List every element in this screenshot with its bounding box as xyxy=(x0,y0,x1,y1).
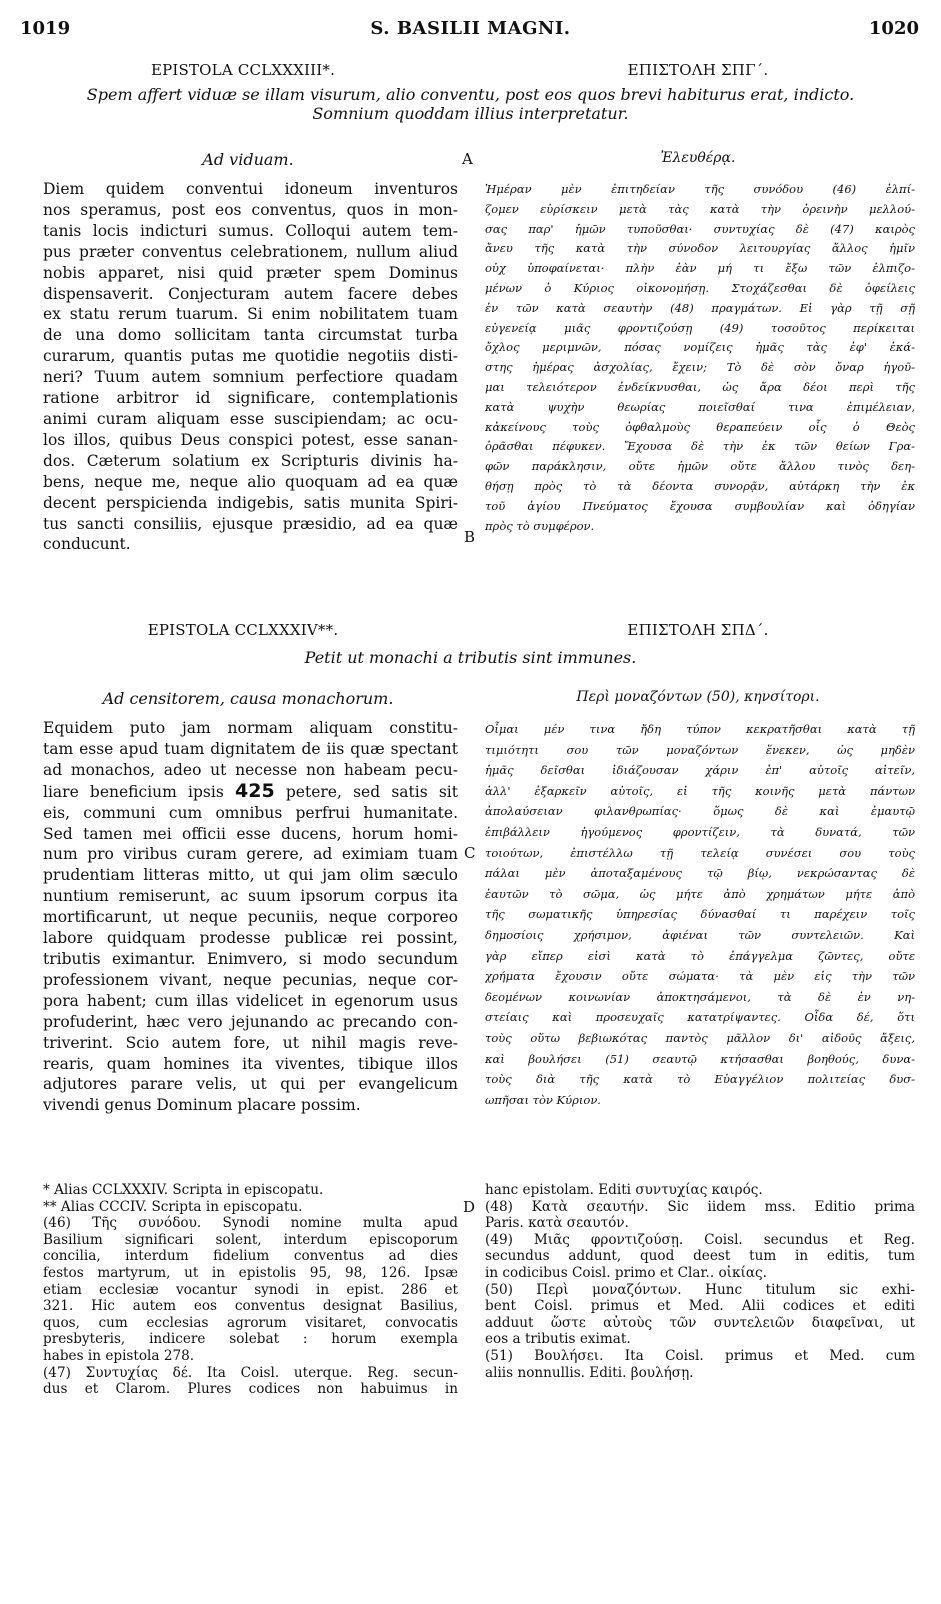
footnote-line: (47) Συντυχίας δέ. Ita Coisl. uterque. Reg. secun- xyxy=(43,1364,458,1381)
footnote-line: Basilium significari solent, interdum episcoporum xyxy=(43,1231,458,1248)
text-line: mortificarunt, ut neque pecuniis, neque corporeo xyxy=(43,908,458,927)
text-line: ἄνευ τῆς κατὰ τὴν σύνοδον λειτουργίας ἄλλος ἡμῖν xyxy=(485,241,915,256)
page-number-left: 1019 xyxy=(20,18,71,39)
text-line: τιμιότητι σου τῶν μοναζόντων ἕνεκεν, ὡς μηδὲν xyxy=(485,742,915,757)
epistle-283-latin-title: EPISTOLA CCLXXXIII*. xyxy=(150,61,336,79)
text-line: ωπῆσαι τὸν Κύριον. xyxy=(485,1092,601,1107)
text-line: curarum, quantis putas me quotidie negotiis disti- xyxy=(43,347,458,366)
text-line: σας παρ' ἡμῶν τυποῦσθαι· συντυχίας δὲ (47) καιρὸς xyxy=(485,221,915,236)
summary-line: Somnium quoddam illius interpretatur. xyxy=(312,104,629,123)
text-line: dos. Cæterum solatium ex Scripturis divinis ha- xyxy=(43,451,458,470)
footnote-line: (50) Περὶ μοναζόντων. Hunc titulum sic exhi- xyxy=(485,1281,915,1298)
text-line: Οἶμαι μέν τινα ἤδη τύπον κεκρατῆσθαι κατὰ τῇ xyxy=(485,722,915,736)
text-line: ad monachos, adeo ut necesse non habeam pecu- xyxy=(43,760,458,779)
text-line: κἀκείνους τοὺς ὀφθαλμοὺς θεραπεύειν οἷς ὁ Θεὸς xyxy=(485,419,915,434)
text-line: bens, neque me, neque alio quoquam ad ea quæ xyxy=(43,472,458,491)
epistle-284-latin-text xyxy=(43,718,458,1116)
footnote-line: festos martyrum, ut in epistolis 95, 98, 126. Ipsæ xyxy=(43,1264,458,1281)
epistle-284-latin-title: EPISTOLA CCLXXXIV**. xyxy=(147,621,339,639)
text-line: πρὸς τὸ συμφέρον. xyxy=(485,518,595,533)
footnote-line: presbyteris, indicere solebat : horum exempla xyxy=(43,1331,458,1348)
epistle-283-latin-text xyxy=(43,179,458,555)
text-line: ἑαυτῶν τὸ σῶμα, ὡς μήτε ἀπὸ χρημάτων μήτε ἀπὸ xyxy=(485,886,915,901)
footnote-line: quos, cum ecclesias agrorum visitaret, convocatis xyxy=(43,1314,458,1331)
text-line: ὄχλος μεριμνῶν, πόσας νομίζεις ἡμᾶς τὰς ἐφ' ἑκά- xyxy=(485,340,915,355)
text-segment: petere, sed satis sit xyxy=(285,782,458,801)
text-line: prudentiam litteras mitto, ut qui jam olim sæculo xyxy=(43,866,458,885)
footnotes-left xyxy=(43,1182,458,1398)
footnote-line: (46) Τῆς συνόδου. Synodi nomine multa apud xyxy=(43,1215,458,1232)
text-line: τοὺς διὰ τῆς κατὰ τὸ Εὐαγγέλιον πολιτείας δυσ- xyxy=(485,1072,915,1087)
text-line: ζομεν εὑρίσκειν μετὰ τὰς κατὰ τὴν ὀρεινὴν μελλού- xyxy=(485,201,915,216)
footnotes-right xyxy=(485,1182,915,1381)
footnote-line: in codicibus Coisl. primo et Clar.. οἰκίας. xyxy=(485,1264,767,1281)
text-line: ἀπολαύσειαν φιλανθρωπίας· ὅμως δὲ καὶ ἐμαυτῷ xyxy=(485,804,915,819)
footnote-line: adduut ὥστε αὐτοὺς τῶν συντελειῶν διαφεῖναι, ut xyxy=(485,1314,915,1331)
footnote-line: bent Coisl. primus et Med. Alii codices et editi xyxy=(485,1298,915,1315)
margin-letter-b: B xyxy=(464,528,476,546)
footnote-line: (49) Μιᾶς φροντιζούσῃ. Coisl. secundus et Reg. xyxy=(485,1231,915,1248)
text-line: γὰρ εἴπερ εἰσὶ κατὰ τὸ ἐπάγγελμα ζῶντες, οὔτε xyxy=(485,948,915,963)
footnote-line: (51) Βουλήσει. Ita Coisl. primus et Med. cum xyxy=(485,1347,915,1364)
text-line: ἐπιβάλλειν ἡγούμενος φροντίζειν, τὰ δυνατά, τῶν xyxy=(485,824,915,839)
text-line: professionem vivant, neque pecunias, neque cor- xyxy=(43,970,458,989)
text-line: δημοσίοις χρήσιμον, ἀφιέναι τῶν συντελειῶν. Καὶ xyxy=(485,927,915,942)
text-line: triverint. Scio autem fore, ut nihil magis reve- xyxy=(43,1033,458,1052)
text-line: φῶν παράκλησιν, οὔτε ἡμῶν οὔτε ἄλλου τινὸς δεη- xyxy=(485,459,915,474)
footnote-line: eos a tributis eximat. xyxy=(485,1331,631,1348)
text-line: στείαις καὶ προσευχαῖς κατατρίψαντες. Οἶδα δέ, ὅτι xyxy=(485,1010,915,1025)
text-segment: liare beneficium ipsis xyxy=(43,782,224,801)
text-line: decent perspicienda indigebis, satis munita Spiri- xyxy=(43,493,458,512)
epistle-284-summary: Petit ut monachi a tributis sint immunes. xyxy=(304,648,637,667)
footnote-line: hanc epistolam. Editi συντυχίας καιρός. xyxy=(485,1182,763,1198)
text-line: eis, communi cum omnibus perfrui humanitate. xyxy=(43,803,458,822)
footnote-line: Paris. κατὰ σεαυτόν. xyxy=(485,1215,629,1232)
text-line: εὐγενείᾳ μιᾶς φροντιζούσῃ (49) τοσοῦτος περίκειται xyxy=(485,320,915,335)
summary-line: Spem affert viduæ se illam visurum, alio conventu, post eos quos brevi habiturus erat, indicto. xyxy=(86,85,855,104)
footnote-line: aliis nonnullis. Editi. βουλήσῃ. xyxy=(485,1364,694,1381)
text-line: Diem quidem conventui idoneum inventuros xyxy=(43,180,458,198)
text-line: θήσῃ πρὸς τὸ τὰ δέοντα συνορᾷν, αὐτάρκη τὴν ἐκ xyxy=(485,478,915,493)
text-line: nos speramus, post eos conventus, quos in mon- xyxy=(43,200,458,219)
text-line: rearis, quam homines ita viventes, tibique illos xyxy=(43,1054,458,1073)
text-line: ἡμᾶς δεῖσθαι ἰδιάζουσαν χάριν ἐπ' αὐτοῖς αἰτεῖν, xyxy=(485,763,915,778)
text-line: Equidem puto jam normam aliquam constitu- xyxy=(43,719,458,737)
text-line: τοὺς οὕτω βεβιωκότας παντὸς μᾶλλον δι' αἰδοῦς ἄξεις, xyxy=(485,1030,915,1045)
page-number-right: 1020 xyxy=(868,18,919,39)
epistle-283-greek-title: ΕΠΙΣΤΟΛΗ ΣΠΓ΄. xyxy=(627,61,769,79)
text-line: μένων ὁ Κύριος οἰκονομήσῃ. Στοχάζεσθαι δὲ ὀφείλεις xyxy=(485,280,915,295)
text-line: tributis eximantur. Enimvero, si modo secundum xyxy=(43,949,458,968)
text-line: ἐν τῶν κατὰ σεαυτὴν (48) πραγμάτων. Εἰ γὰρ τῇ σῇ xyxy=(485,300,915,315)
epistle-283-greek-addressee: Ἐλευθέρᾳ. xyxy=(660,150,736,166)
text-line: adjutores parare velis, ut qui per evangelicum xyxy=(43,1075,458,1094)
text-line: ὁρᾶσθαι πέφυκεν. Ἔχουσα δὲ τὴν ἐκ τῶν θείων Γρα- xyxy=(485,439,915,454)
text-line: στης ἡμέρας ἀσχολίας, ἔχειν; Τὸ δὲ σὸν ὄναρ ἡγοῦ- xyxy=(485,360,915,375)
text-line: tanis locis indicturi sumus. Colloqui autem tem- xyxy=(43,221,458,240)
text-line: τοῦ ἁγίου Πνεύματος ἔχουσα συμβουλίαν καὶ ὁδηγίαν xyxy=(485,498,915,513)
text-line: dispensaverit. Conjecturam autem facere debes xyxy=(43,284,458,303)
margin-letter-a: A xyxy=(462,150,473,168)
text-line: Sed tamen mei officii esse ducens, horum homi- xyxy=(43,824,458,843)
footnote-line: (48) Κατὰ σεαυτήν. Sic iidem mss. Editio prima xyxy=(485,1198,915,1215)
text-line: τῆς σωματικῆς ὑπηρεσίας δύνασθαί τι παρέχειν τοῖς xyxy=(485,907,915,922)
text-line: profuderint, hæc vero jejunando ac precando con- xyxy=(43,1012,458,1031)
text-line: καὶ βουλήσει (51) σεαυτῷ κτήσασθαι βοηθούς, δυνα- xyxy=(485,1051,915,1066)
footnote-line: ** Alias CCCIV. Scripta in episcopatu. xyxy=(43,1198,303,1215)
text-line: pus præter conventus celebrationem, nullum aliud xyxy=(43,242,458,261)
text-line: χρήματα ἔχουσιν οὔτε σώματα· τὰ μὲν εἰς τὴν τῶν xyxy=(485,969,915,984)
epistle-284-greek-title: ΕΠΙΣΤΟΛΗ ΣΠΔ΄. xyxy=(627,621,769,639)
text-line: tam esse apud tuam dignitatem de iis quæ spectant xyxy=(43,739,458,758)
text-line: ratione arbitror id significare, contemplationis xyxy=(43,389,458,408)
text-line: κατὰ ψυχὴν θεωρίας ποιεῖσθαί τινα ἐπιμέλειαν, xyxy=(485,399,915,414)
footnote-line: habes in epistola 278. xyxy=(43,1347,195,1364)
text-line: πάλαι μὲν ἀποταξαμένους τῷ βίῳ, νεκρώσαντας δὲ xyxy=(485,866,915,881)
margin-letter-d: D xyxy=(463,1198,476,1216)
footnote-line: secundus addunt, quod deest tum in editis, tum xyxy=(485,1248,915,1265)
epistle-283-greek-text xyxy=(485,180,915,536)
footnote-line: dus et Clarom. Plures codices non habuimus in xyxy=(43,1381,458,1398)
epistle-284-greek-addressee: Περὶ μοναζόντων (50), κηνσίτορι. xyxy=(576,689,820,705)
text-line: ex statu rerum tuarum. Si enim nobilitatem tuam xyxy=(43,305,458,324)
text-line: οὐχ ὑποφαίνεται· πλὴν ἐὰν μή τι ἔξω τῶν ἐλπιζο- xyxy=(485,261,915,276)
epistle-284-latin-addressee: Ad censitorem, causa monachorum. xyxy=(102,689,394,708)
text-line: vivendi genus Dominum placare possim. xyxy=(43,1096,361,1115)
running-title: S. BASILII MAGNI. xyxy=(370,18,571,39)
epistle-283-summary xyxy=(10,85,931,123)
column-number: 425 xyxy=(235,780,275,802)
epistle-284-greek-text xyxy=(485,719,915,1110)
text-line: conducunt. xyxy=(43,535,131,554)
text-line: Ἡμέραν μὲν ἐπιτηδείαν τῆς συνόδου (46) ἐλπί- xyxy=(485,182,915,196)
text-line: μαι τελειότερον ἐνδείκνυσθαι, ὡς ἄρα δέοι περὶ τῆς xyxy=(485,379,915,394)
text-line: tus sancti consiliis, ejusque præsidio, ad ea quæ xyxy=(43,514,458,533)
text-line: δεομένων κοινωνίαν ἀποκτησάμενοι, τὰ δὲ ἐν νη- xyxy=(485,989,915,1004)
text-line-with-column-number xyxy=(43,781,458,803)
footnote-line: concilia, interdum fidelium conventus ad dies xyxy=(43,1248,458,1265)
text-line: num pro viribus curam gerere, ad eximiam tuam xyxy=(43,845,458,864)
margin-letter-c: C xyxy=(464,844,476,862)
text-line: nuntium remiserunt, ac suum ipsorum corpus ita xyxy=(43,887,458,906)
footnote-line: etiam ecclesiæ vocantur synodi in epist. 286 et xyxy=(43,1281,458,1298)
text-line: labore quidquam prodesse publicæ rei possint, xyxy=(43,929,458,948)
epistle-283-latin-addressee: Ad viduam. xyxy=(202,150,294,169)
text-line: los illos, quibus Deus conspici potest, esse sanan- xyxy=(43,430,458,449)
footnote-line: * Alias CCLXXXIV. Scripta in episcopatu. xyxy=(43,1182,324,1198)
text-line: neri? Tuum autem somnium perfectiore quadam xyxy=(43,368,458,387)
text-line: ἀλλ' ἐξαρκεῖν αὐτοῖς, εἰ τῆς κοινῆς μετὰ πάντων xyxy=(485,783,915,798)
text-line: nobis apparet, nisi quid præter spem Dominus xyxy=(43,263,458,282)
text-line: animi curam aliquam esse suscipiendam; ac ocu- xyxy=(43,409,458,428)
text-line: pora habent; cum illas videlicet in egenorum usus xyxy=(43,991,458,1010)
text-line: τοιούτων, ἐπιστέλλω τῇ τελείᾳ συνέσει σου τοὺς xyxy=(485,845,915,860)
text-line: de una domo sollicitam tanta circumstat turba xyxy=(43,326,458,345)
footnote-line: 321. Hic autem eos conventus designat Basilius, xyxy=(43,1298,458,1315)
